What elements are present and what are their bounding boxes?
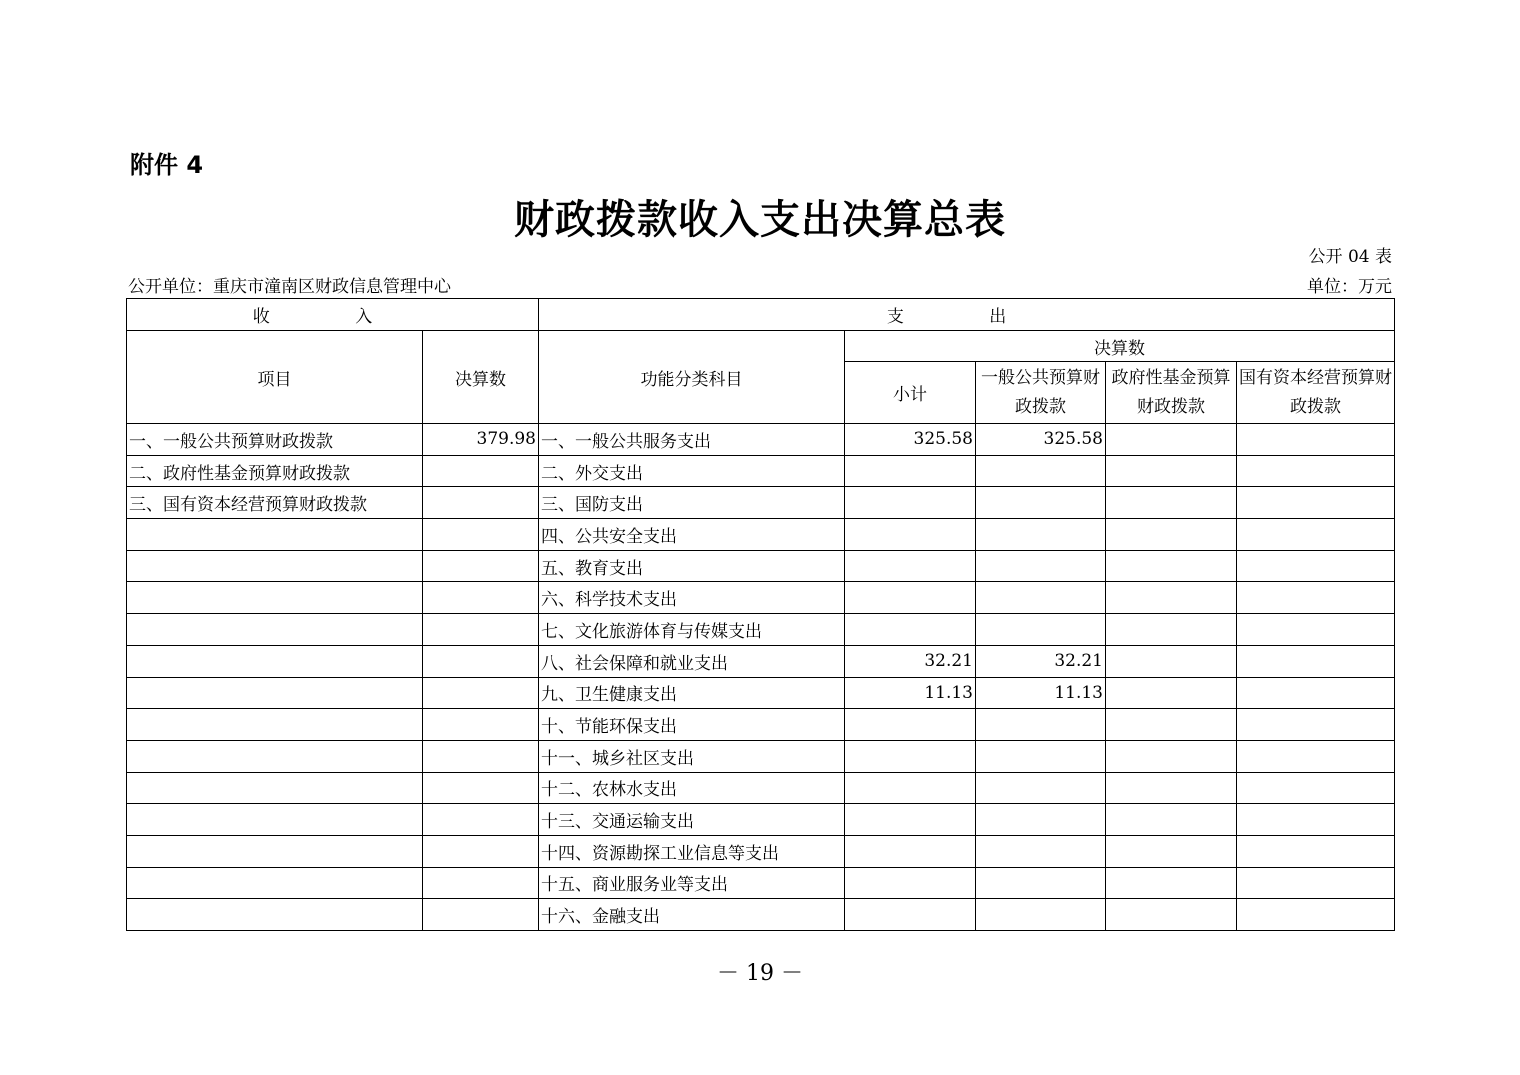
financial-summary-table: [126, 298, 1395, 931]
subtotal-cell: 11.13: [845, 677, 976, 709]
subtotal-cell: [845, 899, 976, 931]
subtotal-cell: [845, 582, 976, 614]
subtotal-cell: [845, 487, 976, 519]
general-budget-cell: [976, 867, 1106, 899]
expense-item-cell: 十四、资源勘探工业信息等支出: [539, 835, 845, 867]
income-amount-cell: [423, 709, 539, 741]
general-budget-cell: 11.13: [976, 677, 1106, 709]
subtotal-cell: [845, 740, 976, 772]
gov-fund-cell: [1106, 899, 1237, 931]
table-row: [127, 424, 1395, 456]
state-capital-cell: [1237, 835, 1395, 867]
state-capital-cell: [1237, 740, 1395, 772]
table-row: [127, 804, 1395, 836]
table-code: 公开 04 表: [1308, 247, 1392, 267]
subtotal-cell: 32.21: [845, 645, 976, 677]
income-item-cell: [127, 772, 423, 804]
subtotal-cell: [845, 835, 976, 867]
general-budget-cell: [976, 614, 1106, 646]
general-budget-cell: [976, 582, 1106, 614]
general-budget-cell: [976, 519, 1106, 551]
income-amount-cell: [423, 582, 539, 614]
income-item-cell: [127, 582, 423, 614]
subtotal-cell: [845, 614, 976, 646]
income-amount-cell: [423, 867, 539, 899]
gov-fund-cell: [1106, 519, 1237, 551]
gov-fund-cell: [1106, 772, 1237, 804]
income-item-cell: [127, 899, 423, 931]
final-amount-header: 决算数: [845, 331, 1395, 362]
subtotal-cell: [845, 867, 976, 899]
subtotal-cell: [845, 519, 976, 551]
income-amount-cell: [423, 645, 539, 677]
expense-item-cell: 十六、金融支出: [539, 899, 845, 931]
state-capital-cell: [1237, 772, 1395, 804]
general-budget-cell: [976, 804, 1106, 836]
general-budget-cell: 325.58: [976, 424, 1106, 456]
state-capital-cell: [1237, 487, 1395, 519]
state-capital-cell: [1237, 519, 1395, 551]
attachment-label: 附件 4: [130, 151, 204, 179]
state-capital-cell: [1237, 614, 1395, 646]
gov-fund-cell: [1106, 487, 1237, 519]
gov-fund-cell: [1106, 455, 1237, 487]
gov-fund-cell: [1106, 835, 1237, 867]
general-budget-cell: [976, 835, 1106, 867]
income-item-cell: [127, 740, 423, 772]
state-capital-cell: [1237, 709, 1395, 741]
gov-fund-cell: [1106, 550, 1237, 582]
expense-item-cell: 十、节能环保支出: [539, 709, 845, 741]
table-row: [127, 772, 1395, 804]
gov-fund-cell: [1106, 582, 1237, 614]
expense-item-cell: 十五、商业服务业等支出: [539, 867, 845, 899]
general-budget-header: 一般公共预算财政拨款: [976, 362, 1106, 424]
state-capital-cell: [1237, 645, 1395, 677]
expense-item-cell: 三、国防支出: [539, 487, 845, 519]
general-budget-cell: 32.21: [976, 645, 1106, 677]
table-row: [127, 487, 1395, 519]
expense-item-cell: 九、卫生健康支出: [539, 677, 845, 709]
state-capital-cell: [1237, 804, 1395, 836]
expense-item-cell: 五、教育支出: [539, 550, 845, 582]
income-item-cell: [127, 835, 423, 867]
table-row: [127, 709, 1395, 741]
state-capital-cell: [1237, 455, 1395, 487]
state-capital-cell: [1237, 550, 1395, 582]
subtotal-cell: [845, 550, 976, 582]
income-amount-cell: [423, 487, 539, 519]
page-title: 财政拨款收入支出决算总表: [514, 196, 1006, 243]
gov-fund-cell: [1106, 804, 1237, 836]
expense-item-cell: 十三、交通运输支出: [539, 804, 845, 836]
general-budget-cell: [976, 709, 1106, 741]
gov-fund-cell: [1106, 677, 1237, 709]
gov-fund-cell: [1106, 740, 1237, 772]
subtotal-cell: 325.58: [845, 424, 976, 456]
income-item-cell: [127, 519, 423, 551]
general-budget-cell: [976, 772, 1106, 804]
income-amount-cell: [423, 740, 539, 772]
gov-fund-cell: [1106, 709, 1237, 741]
subtotal-cell: [845, 772, 976, 804]
income-item-cell: [127, 550, 423, 582]
reporting-unit: 公开单位：重庆市潼南区财政信息管理中心: [128, 277, 451, 297]
income-item-cell: [127, 614, 423, 646]
expense-header: 支 出: [539, 299, 1395, 331]
subtotal-cell: [845, 709, 976, 741]
expense-item-cell: 七、文化旅游体育与传媒支出: [539, 614, 845, 646]
income-item-cell: [127, 709, 423, 741]
general-budget-cell: [976, 740, 1106, 772]
gov-fund-header: 政府性基金预算财政拨款: [1106, 362, 1237, 424]
general-budget-cell: [976, 455, 1106, 487]
income-amount-cell: [423, 804, 539, 836]
expense-item-cell: 八、社会保障和就业支出: [539, 645, 845, 677]
state-capital-cell: [1237, 899, 1395, 931]
subtotal-header: 小计: [845, 362, 976, 424]
income-item-cell: [127, 645, 423, 677]
income-amount-cell: [423, 614, 539, 646]
income-amount-cell: [423, 772, 539, 804]
table-row: [127, 835, 1395, 867]
table-row: [127, 614, 1395, 646]
income-header: 收 入: [127, 299, 539, 331]
function-category-header: 功能分类科目: [539, 331, 845, 424]
expense-item-cell: 十二、农林水支出: [539, 772, 845, 804]
page-number: － 19 －: [717, 961, 803, 986]
item-header: 项目: [127, 331, 423, 424]
expense-item-cell: 一、一般公共服务支出: [539, 424, 845, 456]
income-item-cell: [127, 804, 423, 836]
table-row: [127, 740, 1395, 772]
gov-fund-cell: [1106, 424, 1237, 456]
income-amount-cell: [423, 455, 539, 487]
expense-item-cell: 二、外交支出: [539, 455, 845, 487]
subtotal-cell: [845, 804, 976, 836]
state-capital-cell: [1237, 582, 1395, 614]
income-item-cell: 三、国有资本经营预算财政拨款: [127, 487, 423, 519]
state-capital-cell: [1237, 867, 1395, 899]
gov-fund-cell: [1106, 867, 1237, 899]
table-row: [127, 677, 1395, 709]
currency-unit: 单位：万元: [1307, 277, 1392, 297]
table-row: [127, 550, 1395, 582]
gov-fund-cell: [1106, 645, 1237, 677]
general-budget-cell: [976, 899, 1106, 931]
amount-header: 决算数: [423, 331, 539, 424]
general-budget-cell: [976, 487, 1106, 519]
income-item-cell: [127, 867, 423, 899]
table-row: [127, 455, 1395, 487]
income-item-cell: 一、一般公共预算财政拨款: [127, 424, 423, 456]
state-capital-cell: [1237, 424, 1395, 456]
table-row: [127, 899, 1395, 931]
table-row: [127, 867, 1395, 899]
state-capital-cell: [1237, 677, 1395, 709]
state-capital-header: 国有资本经营预算财政拨款: [1237, 362, 1395, 424]
table-row: [127, 582, 1395, 614]
income-item-cell: 二、政府性基金预算财政拨款: [127, 455, 423, 487]
table-row: [127, 645, 1395, 677]
expense-item-cell: 六、科学技术支出: [539, 582, 845, 614]
income-amount-cell: [423, 899, 539, 931]
expense-item-cell: 十一、城乡社区支出: [539, 740, 845, 772]
gov-fund-cell: [1106, 614, 1237, 646]
income-amount-cell: [423, 677, 539, 709]
general-budget-cell: [976, 550, 1106, 582]
income-amount-cell: [423, 519, 539, 551]
expense-item-cell: 四、公共安全支出: [539, 519, 845, 551]
income-amount-cell: [423, 550, 539, 582]
income-item-cell: [127, 677, 423, 709]
income-amount-cell: 379.98: [423, 424, 539, 456]
table-row: [127, 519, 1395, 551]
subtotal-cell: [845, 455, 976, 487]
income-amount-cell: [423, 835, 539, 867]
